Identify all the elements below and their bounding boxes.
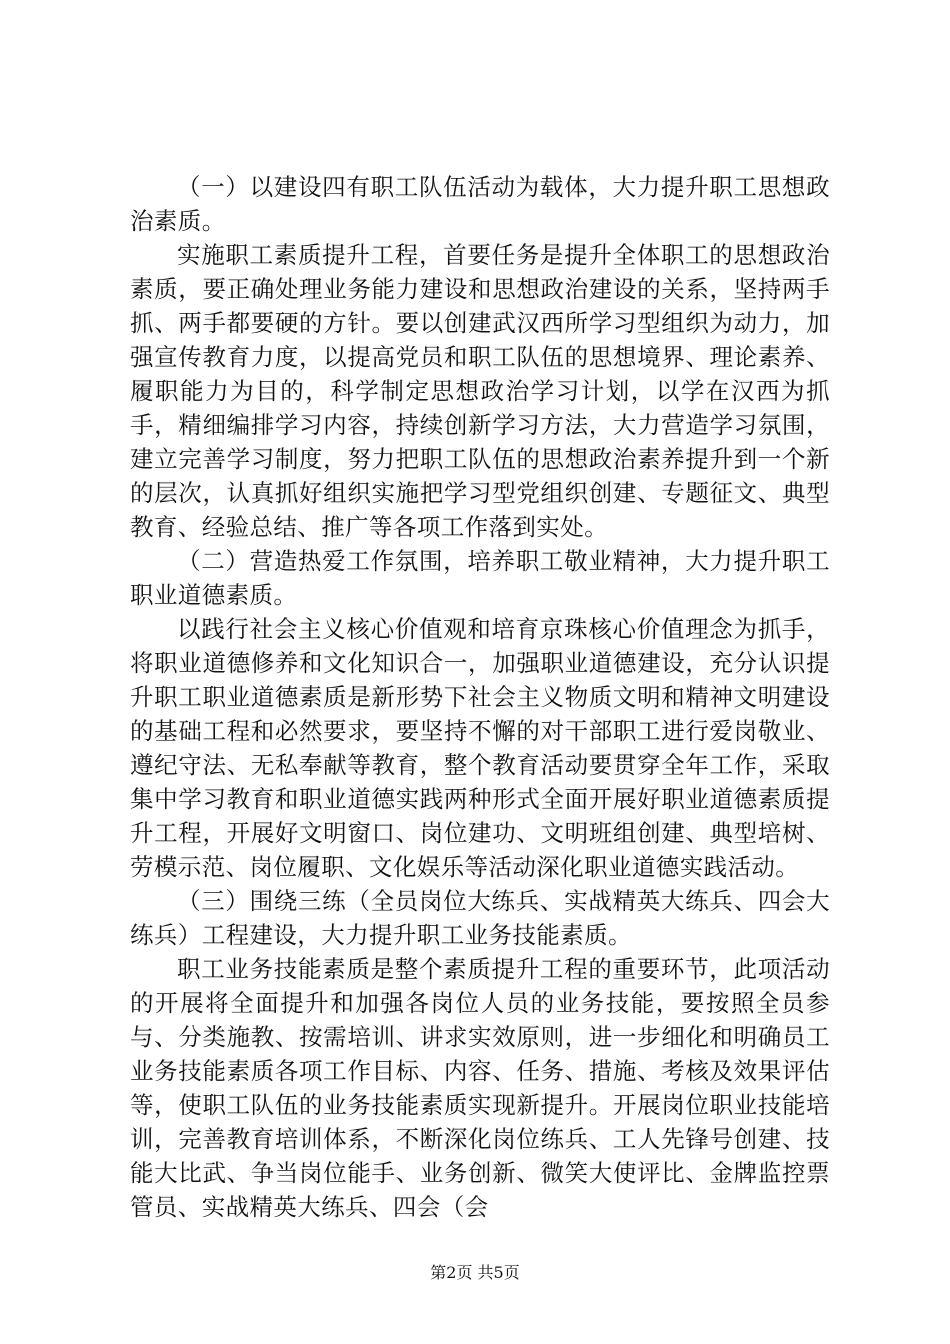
section-heading-1: （一）以建设四有职工队伍活动为载体，大力提升职工思想政治素质。 <box>130 173 830 235</box>
body-paragraph-2: 以践行社会主义核心价值观和培育京珠核心价值理念为抓手，将职业道德修养和文化知识合一，加强职业道德建设，充分认识提升职工职业道德素质是新形势下社会主义物质文明和精神文明建设的基础工程和必然要求，要坚持不懈的对干部职工进行爱岗敬业、遵纪守法、无私奉献等教育，整个教育活动要贯穿全年工作，采取集中学习教育和职业道德实践两种形式全面开展好职业道德素质提升工程，开展好文明窗口、岗位建功、文明班组创建、典型培树、劳模示范、岗位履职、文化娱乐等活动深化职业道德实践活动。 <box>130 615 830 881</box>
section-heading-2: （二）营造热爱工作氛围，培养职工敬业精神，大力提升职工职业道德素质。 <box>130 547 830 609</box>
page-number-footer: 第2页 共5页 <box>430 1263 520 1282</box>
body-paragraph-3: 职工业务技能素质是整个素质提升工程的重要环节，此项活动的开展将全面提升和加强各岗位人员的业务技能，要按照全员参与、分类施教、按需培训、讲求实效原则，进一步细化和明确员工业务技能素质各项工作目标、内容、任务、措施、考核及效果评估等，使职工队伍的业务技能素质实现新提升。开展岗位职业技能培训，完善教育培训体系，不断深化岗位练兵、工人先锋号创建、技能大比武、争当岗位能手、业务创新、微笑大使评比、金牌监控票管员、实战精英大练兵、四会（会 <box>130 955 830 1221</box>
body-paragraph-1: 实施职工素质提升工程，首要任务是提升全体职工的思想政治素质，要正确处理业务能力建设和思想政治建设的关系，坚持两手抓、两手都要硬的方针。要以创建武汉西所学习型组织为动力，加强宣传教育力度，以提高党员和职工队伍的思想境界、理论素养、履职能力为目的，科学制定思想政治学习计划，以学在汉西为抓手，精细编排学习内容，持续创新学习方法，大力营造学习氛围，建立完善学习制度，努力把职工队伍的思想政治素养提升到一个新的层次，认真抓好组织实施把学习型党组织创建、专题征文、典型教育、经验总结、推广等各项工作落到实处。 <box>130 241 830 541</box>
document-body <box>130 170 830 1224</box>
section-heading-3: （三）围绕三练（全员岗位大练兵、实战精英大练兵、四会大练兵）工程建设，大力提升职工业务技能素质。 <box>130 887 830 949</box>
